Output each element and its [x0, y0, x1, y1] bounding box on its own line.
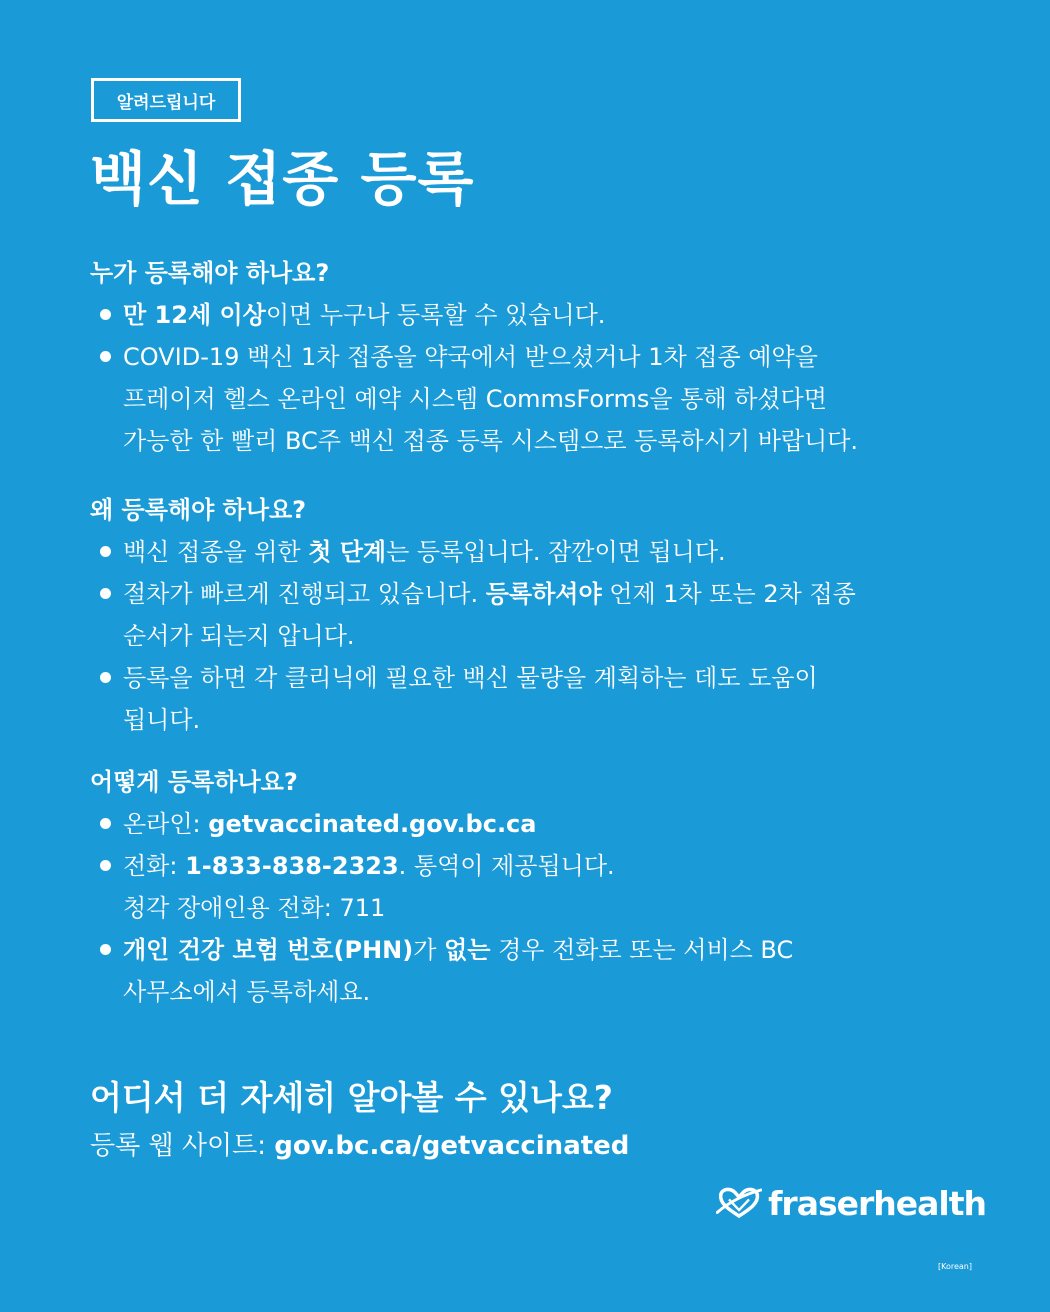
logo-text: fraserhealth	[768, 1183, 986, 1223]
bullet-icon	[100, 818, 111, 829]
bullet-icon	[100, 672, 111, 683]
website-link[interactable]: gov.bc.ca/getvaccinated	[274, 1131, 630, 1161]
list-item: 온라인: getvaccinated.gov.bc.ca	[90, 803, 990, 845]
page-title: 백신 접종 등록	[90, 145, 475, 213]
list-item: 전화: 1-833-838-2323. 통역이 제공됩니다. 청각 장애인용 전화: 711	[90, 845, 990, 929]
more-info-heading: 어디서 더 자세히 알아볼 수 있나요?	[90, 1078, 613, 1117]
bullet-icon	[100, 944, 111, 955]
fraserhealth-heart-logo-icon	[716, 1175, 762, 1231]
how-section	[90, 765, 990, 1013]
list-item: COVID-19 백신 1차 접종을 약국에서 받으셨거나 1차 접종 예약을 프레이저 헬스 온라인 예약 시스템 CommsForms을 통해 하셨다면 가능한 한 빨리 BC주 백신 접종 등록 시스템으로 등록하시기 바랍니다.	[90, 336, 990, 462]
more-info-line: 등록 웹 사이트: gov.bc.ca/getvaccinated	[90, 1131, 630, 1161]
list-item: 절차가 빠르게 진행되고 있습니다. 등록하셔야 언제 1차 또는 2차 접종 순서가 되는지 압니다.	[90, 573, 990, 657]
notice-label-box	[91, 78, 241, 122]
fraserhealth-logo	[716, 1172, 986, 1234]
language-tag: [Korean]	[938, 1262, 972, 1271]
list-item: 등록을 하면 각 클리닉에 필요한 백신 물량을 계획하는 데도 도움이 됩니다.	[90, 657, 990, 741]
bullet-icon	[100, 351, 111, 362]
bullet-icon	[100, 860, 111, 871]
list-item: 만 12세 이상이면 누구나 등록할 수 있습니다.	[90, 294, 990, 336]
who-heading: 누가 등록해야 하나요?	[90, 259, 330, 287]
bullet-icon	[100, 546, 111, 557]
who-section	[90, 256, 990, 462]
who-list	[90, 294, 990, 462]
how-list	[90, 803, 990, 1013]
list-item: 개인 건강 보험 번호(PHN)가 없는 경우 전화로 또는 서비스 BC 사무소에서 등록하세요.	[90, 929, 990, 1013]
bullet-icon	[100, 588, 111, 599]
notice-label: 알려드립니다	[116, 92, 216, 113]
why-list	[90, 531, 990, 741]
why-heading: 왜 등록해야 하나요?	[90, 496, 307, 524]
phone-number: 1-833-838-2323	[185, 852, 399, 880]
list-item: 백신 접종을 위한 첫 단계는 등록입니다. 잠깐이면 됩니다.	[90, 531, 990, 573]
how-heading: 어떻게 등록하나요?	[90, 768, 298, 796]
why-section	[90, 493, 990, 741]
registration-url[interactable]: getvaccinated.gov.bc.ca	[208, 810, 537, 838]
bullet-icon	[100, 309, 111, 320]
